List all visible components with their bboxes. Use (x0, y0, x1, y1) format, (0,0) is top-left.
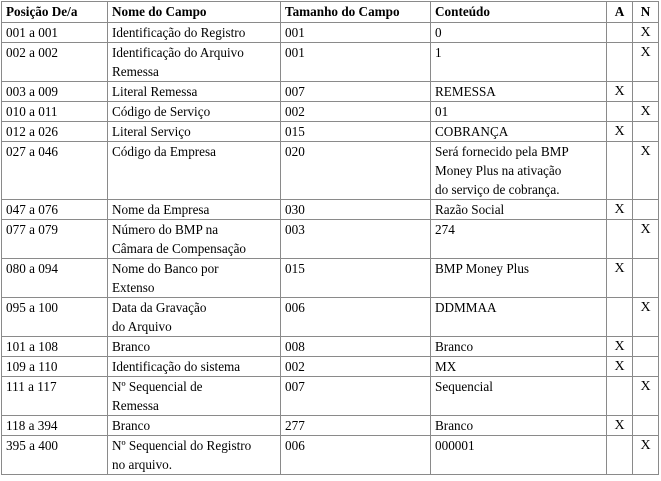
cell-nome-campo-line: Nome da Empresa (112, 202, 210, 217)
table-row (2, 377, 659, 416)
cell-tamanho: 002 (281, 357, 431, 377)
cell-tamanho: 007 (281, 377, 431, 416)
cell-conteudo-line: BMP Money Plus (435, 261, 530, 276)
cell-nome-campo (108, 416, 281, 436)
cell-nome-campo (108, 102, 281, 122)
cell-nome-campo-line: Literal Remessa (112, 84, 198, 99)
cell-posicao: 003 a 009 (2, 82, 108, 102)
cell-conteudo (431, 337, 607, 357)
cell-tamanho: 030 (281, 200, 431, 220)
cell-posicao: 118 a 394 (2, 416, 108, 436)
cell-tamanho: 008 (281, 337, 431, 357)
table-row (2, 142, 659, 200)
cell-nome-campo-line: Código da Empresa (112, 144, 217, 159)
cell-nome-campo (108, 122, 281, 142)
cell-posicao: 001 a 001 (2, 23, 108, 43)
cell-n-mark: X (633, 377, 659, 416)
cell-n-mark (633, 82, 659, 102)
cell-tamanho: 002 (281, 102, 431, 122)
cell-a-mark (607, 102, 633, 122)
cell-n-mark: X (633, 220, 659, 259)
cell-nome-campo (108, 377, 281, 416)
cell-conteudo (431, 220, 607, 259)
cell-n-mark: X (633, 102, 659, 122)
cell-a-mark (607, 23, 633, 43)
cell-tamanho: 015 (281, 122, 431, 142)
cell-conteudo (431, 357, 607, 377)
cell-conteudo-line: 000001 (435, 438, 475, 453)
cell-tamanho: 006 (281, 436, 431, 475)
table-row (2, 82, 659, 102)
cell-posicao: 010 a 011 (2, 102, 108, 122)
header-conteudo: Conteúdo (431, 2, 607, 23)
cell-posicao: 095 a 100 (2, 298, 108, 337)
cell-conteudo (431, 298, 607, 337)
cell-a-mark: X (607, 337, 633, 357)
cell-conteudo-line: Sequencial (435, 379, 493, 394)
header-nome-campo: Nome do Campo (108, 2, 281, 23)
cell-nome-campo-line: Branco (112, 418, 151, 433)
cell-conteudo (431, 43, 607, 82)
cell-n-mark (633, 357, 659, 377)
cell-conteudo (431, 23, 607, 43)
cell-nome-campo-line: Data da Gravação (112, 300, 207, 315)
cell-a-mark: X (607, 82, 633, 102)
cell-conteudo-line: Razão Social (435, 202, 505, 217)
cell-n-mark: X (633, 142, 659, 200)
table-row (2, 259, 659, 298)
cell-conteudo-line: do serviço de cobrança. (435, 182, 560, 197)
cell-posicao: 109 a 110 (2, 357, 108, 377)
cell-nome-campo-line: Identificação do Registro (112, 25, 246, 40)
cell-conteudo (431, 259, 607, 298)
cell-n-mark (633, 416, 659, 436)
cell-nome-campo (108, 142, 281, 200)
cell-nome-campo (108, 23, 281, 43)
cell-nome-campo-line: Remessa (112, 398, 159, 413)
cell-a-mark (607, 43, 633, 82)
cell-posicao: 047 a 076 (2, 200, 108, 220)
cell-nome-campo-line: Câmara de Compensação (112, 241, 247, 256)
cell-conteudo-line: COBRANÇA (435, 124, 509, 139)
cell-conteudo-line: Branco (435, 339, 474, 354)
cell-posicao: 101 a 108 (2, 337, 108, 357)
cell-posicao: 027 a 046 (2, 142, 108, 200)
cell-conteudo-line: REMESSA (435, 84, 496, 99)
header-a: A (607, 2, 633, 23)
cell-conteudo (431, 436, 607, 475)
cell-a-mark (607, 220, 633, 259)
cell-posicao: 395 a 400 (2, 436, 108, 475)
table-row (2, 102, 659, 122)
cell-nome-campo (108, 82, 281, 102)
cell-nome-campo (108, 200, 281, 220)
table-row (2, 200, 659, 220)
cell-n-mark: X (633, 436, 659, 475)
cell-nome-campo (108, 357, 281, 377)
cell-conteudo (431, 142, 607, 200)
cell-n-mark (633, 259, 659, 298)
cell-tamanho: 020 (281, 142, 431, 200)
cell-nome-campo-line: Identificação do sistema (112, 359, 241, 374)
table-row (2, 43, 659, 82)
cell-n-mark: X (633, 298, 659, 337)
cell-a-mark: X (607, 357, 633, 377)
cell-n-mark (633, 337, 659, 357)
cell-conteudo-line: DDMMAA (435, 300, 497, 315)
cell-nome-campo-line: Número do BMP na (112, 222, 219, 237)
cell-conteudo (431, 200, 607, 220)
cell-a-mark (607, 377, 633, 416)
cell-conteudo-line: Branco (435, 418, 474, 433)
table-row (2, 357, 659, 377)
cell-n-mark (633, 200, 659, 220)
cell-nome-campo-line: Branco (112, 339, 151, 354)
cell-a-mark: X (607, 200, 633, 220)
cell-nome-campo (108, 337, 281, 357)
cell-conteudo (431, 122, 607, 142)
cell-posicao: 080 a 094 (2, 259, 108, 298)
cell-nome-campo-line: Nº Sequencial do Registro (112, 438, 252, 453)
table-row (2, 122, 659, 142)
cell-tamanho: 001 (281, 23, 431, 43)
header-tamanho: Tamanho do Campo (281, 2, 431, 23)
cell-n-mark (633, 122, 659, 142)
table-row (2, 298, 659, 337)
cell-nome-campo (108, 220, 281, 259)
cell-nome-campo-line: do Arquivo (112, 319, 172, 334)
table-row (2, 416, 659, 436)
cell-a-mark: X (607, 122, 633, 142)
cell-nome-campo-line: Identificação do Arquivo (112, 45, 244, 60)
cell-posicao: 002 a 002 (2, 43, 108, 82)
header-row (2, 2, 659, 23)
cell-nome-campo (108, 43, 281, 82)
cell-posicao: 111 a 117 (2, 377, 108, 416)
cell-tamanho: 003 (281, 220, 431, 259)
cell-a-mark: X (607, 416, 633, 436)
cell-nome-campo-line: no arquivo. (112, 457, 173, 472)
cell-nome-campo-line: Nº Sequencial de (112, 379, 203, 394)
cell-conteudo-line: 01 (435, 104, 449, 119)
cell-posicao: 077 a 079 (2, 220, 108, 259)
cell-nome-campo-line: Extenso (112, 280, 155, 295)
cell-n-mark: X (633, 23, 659, 43)
cell-conteudo (431, 416, 607, 436)
cell-conteudo (431, 377, 607, 416)
cell-conteudo (431, 82, 607, 102)
cell-conteudo-line: 0 (435, 25, 442, 40)
cell-a-mark (607, 142, 633, 200)
cell-n-mark: X (633, 43, 659, 82)
cell-nome-campo (108, 298, 281, 337)
cell-nome-campo-line: Remessa (112, 64, 159, 79)
table-row (2, 436, 659, 475)
cell-nome-campo-line: Código de Serviço (112, 104, 211, 119)
table-row (2, 220, 659, 259)
cell-conteudo-line: Será fornecido pela BMP (435, 144, 569, 159)
cell-nome-campo-line: Literal Serviço (112, 124, 191, 139)
cell-conteudo-line: 274 (435, 222, 455, 237)
cell-tamanho: 001 (281, 43, 431, 82)
cell-conteudo-line: 1 (435, 45, 442, 60)
cell-nome-campo-line: Nome do Banco por (112, 261, 219, 276)
table-row (2, 337, 659, 357)
cell-a-mark (607, 436, 633, 475)
cell-a-mark (607, 298, 633, 337)
header-n: N (633, 2, 659, 23)
cell-tamanho: 006 (281, 298, 431, 337)
layout-table (1, 1, 659, 475)
cell-posicao: 012 a 026 (2, 122, 108, 142)
cell-conteudo (431, 102, 607, 122)
cell-nome-campo (108, 259, 281, 298)
cell-nome-campo (108, 436, 281, 475)
cell-tamanho: 277 (281, 416, 431, 436)
cell-conteudo-line: MX (435, 359, 457, 374)
cell-conteudo-line: Money Plus na ativação (435, 163, 562, 178)
table-row (2, 23, 659, 43)
cell-a-mark: X (607, 259, 633, 298)
cell-tamanho: 007 (281, 82, 431, 102)
header-posicao: Posição De/a (2, 2, 108, 23)
cell-tamanho: 015 (281, 259, 431, 298)
